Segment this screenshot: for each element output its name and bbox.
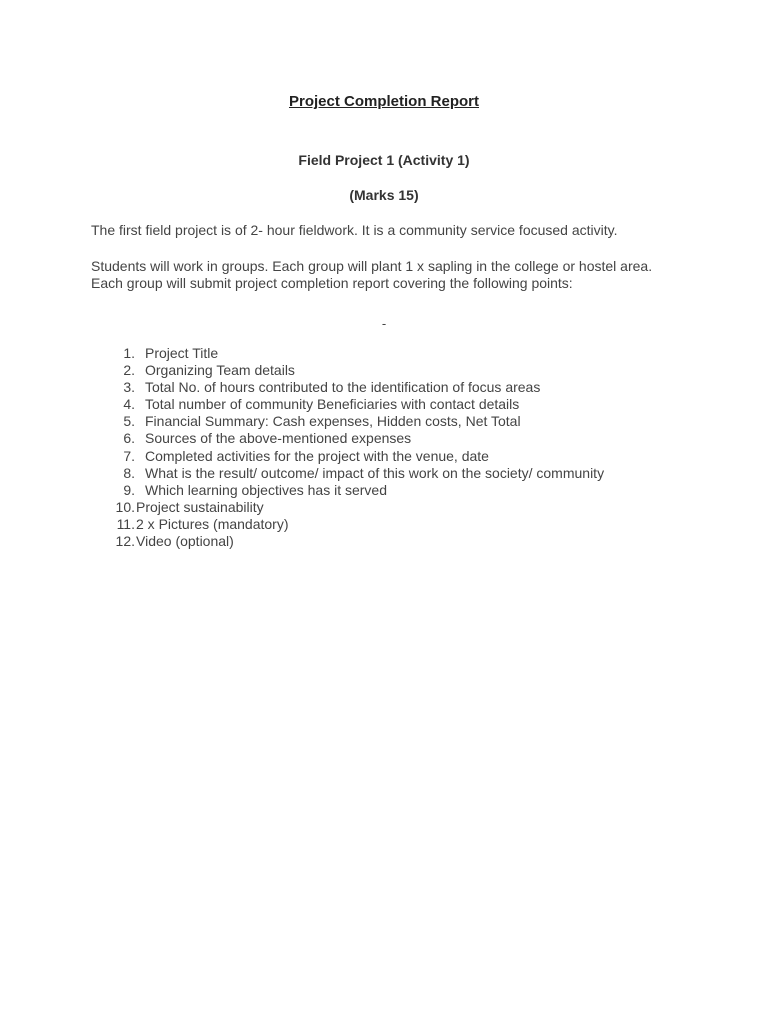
list-item-number: 7.	[123, 447, 135, 464]
separator-dash: -	[381, 316, 387, 331]
list-item	[91, 533, 604, 550]
list-item-number: 6.	[123, 430, 135, 447]
document-subtitle: Field Project 1 (Activity 1)	[298, 152, 470, 168]
list-item-text: What is the result/ outcome/ impact of this work on the society/ community	[145, 464, 605, 481]
list-item-text: Sources of the above-mentioned expenses	[145, 430, 412, 447]
list-item-number: 11.	[116, 515, 135, 532]
list-item	[91, 396, 604, 413]
list-item	[91, 448, 604, 465]
list-item-number: 1.	[123, 345, 135, 361]
points-list	[91, 345, 604, 550]
list-item-number: 5.	[123, 413, 135, 430]
list-item-number: 12.	[115, 533, 135, 550]
list-item-text: Project sustainability	[136, 498, 264, 515]
list-item-text: Project Title	[145, 345, 219, 361]
list-item-text: Financial Summary: Cash expenses, Hidden costs, Net Total	[145, 413, 521, 430]
list-item	[91, 413, 604, 430]
groups-paragraph-line-2: Each group will submit project completion report covering the following points:	[91, 275, 573, 291]
groups-paragraph	[91, 258, 711, 292]
list-item	[91, 430, 604, 447]
list-item	[91, 345, 604, 362]
list-item-number: 10.	[115, 498, 135, 515]
groups-paragraph-line-1: Students will work in groups. Each group will plant 1 x sapling in the college or hostel area.	[91, 258, 653, 274]
list-item	[91, 516, 604, 533]
list-item	[91, 379, 604, 396]
list-item-text: Which learning objectives has it served	[145, 481, 388, 498]
list-item-text: Total number of community Beneficiaries with contact details	[145, 396, 520, 413]
list-item-text: Organizing Team details	[145, 362, 295, 379]
list-item-number: 8.	[123, 464, 135, 481]
list-item-text: 2 x Pictures (mandatory)	[136, 515, 289, 532]
list-item-text: Video (optional)	[136, 533, 234, 550]
document-title: Project Completion Report	[288, 93, 479, 110]
intro-paragraph: The first field project is of 2- hour fieldwork. It is a community service focused activity.	[91, 222, 618, 238]
list-item-number: 2.	[123, 362, 135, 379]
list-item-number: 4.	[123, 396, 135, 413]
marks-label: (Marks 15)	[349, 187, 419, 203]
list-item-number: 9.	[123, 481, 135, 498]
list-item-number: 3.	[123, 379, 135, 396]
list-item-text: Total No. of hours contributed to the identification of focus areas	[145, 379, 541, 396]
list-item	[91, 465, 604, 482]
list-item	[91, 482, 604, 499]
list-item	[91, 499, 604, 516]
list-item-text: Completed activities for the project with the venue, date	[145, 447, 489, 464]
list-item	[91, 362, 604, 379]
